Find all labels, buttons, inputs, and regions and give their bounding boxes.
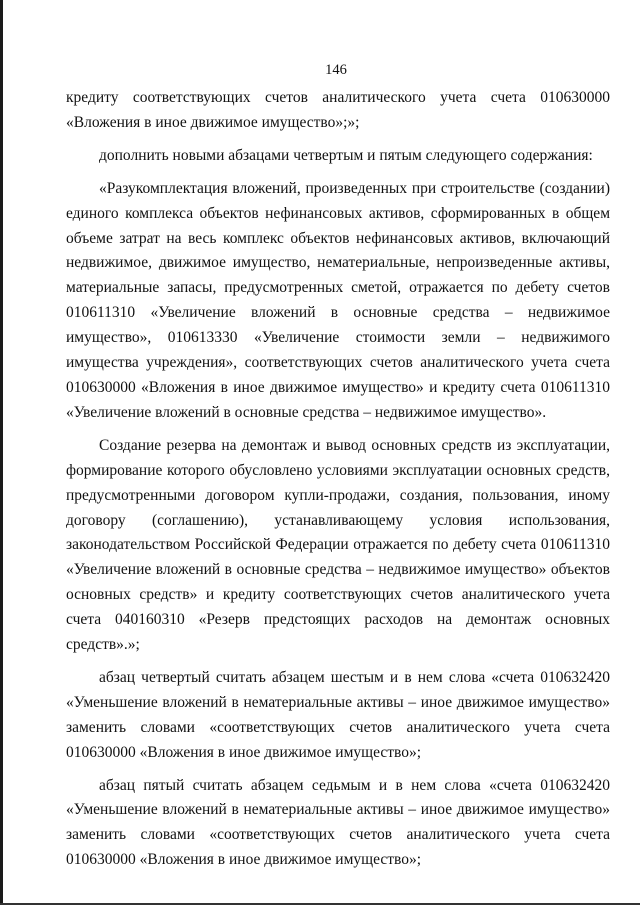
document-body — [66, 86, 610, 873]
paragraph-add-abzats: дополнить новыми абзацами четвертым и пятым следующего содержания: — [99, 146, 593, 164]
paragraph-abzats-pyatyi: абзац пятый считать абзацем седьмым и в нем слова «счета 010632420 «Уменьшение вложений в нематериальные активы – иное движимое имущество» заменить словами «соответствующих счетов аналитического учета счета 010630000 «Вложения в иное движимое имущество»; — [66, 776, 610, 869]
paragraph-continuation: кредиту соответствующих счетов аналитического учета счета 010630000 «Вложения в иное движимое имущество»;»; — [66, 89, 610, 131]
page-number: 146 — [325, 62, 347, 78]
paragraph-rezerv-demontazh: Создание резерва на демонтаж и вывод основных средств из эксплуатации, формирование которого обусловлено условиями эксплуатации основных средств, предусмотренными договором купли-продажи, создания, пользования, иному договору (соглашению), устанавливающему условия использования, законодательством Российской Федерации отражается по дебету счета 010611310 «Увеличение вложений в основные средства – недвижимое имущество» объектов основных средств» и кредиту соответствующих счетов аналитического учета счета 040160310 «Резерв предстоящих расходов на демонтаж основных средств».»; — [66, 436, 610, 654]
scan-edge-left — [0, 0, 3, 905]
paragraph-abzats-chetvertyi: абзац четвертый считать абзацем шестым и в нем слова «счета 010632420 «Уменьшение вложений в нематериальные активы – иное движимое имущество» заменить словами «соответствующих счетов аналитического учета счета 010630000 «Вложения в иное движимое имущество»; — [66, 668, 610, 761]
paragraph-razukomplektatsiya: «Разукомплектация вложений, произведенных при строительстве (создании) единого комплекса объектов нефинансовых активов, сформированных в общем объеме затрат на весь комплекс объектов нефинансовых активов, включающий недвижимое, движимое имущество, нематериальные, непроизведенные активы, материальные запасы, предусмотренных сметой, отражается по дебету счетов 010611310 «Увеличение вложений в основные средства – недвижимое имущество», 010613330 «Увеличение стоимости земли – недвижимого имущества учреждения», соответствующих счетов аналитического учета счета 010630000 «Вложения в иное движимое имущество» и кредиту счета 010611310 «Увеличение вложений в основные средства – недвижимое имущество». — [66, 179, 610, 421]
